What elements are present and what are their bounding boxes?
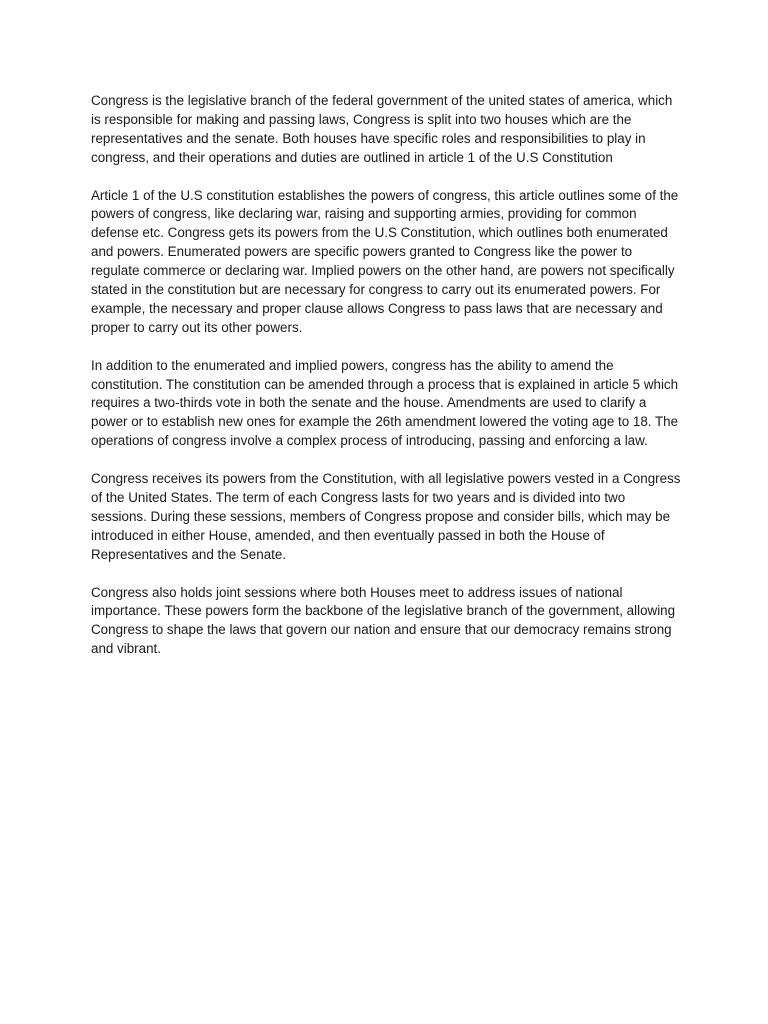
document-body [91,92,681,678]
paragraph-joint-sessions: Congress also holds joint sessions where both Houses meet to address issues of national importance. These powers form the backbone of the legislative branch of the government, allowing Congress to shape the laws that govern our nation and ensure that our democracy remains strong and vibrant. [91,584,676,657]
paragraph-amendments: In addition to the enumerated and implied powers, congress has the ability to amend the constitution. The constitution can be amended through a process that is explained in article 5 which requires a two-thirds vote in both the senate and the house. Amendments are used to clarify a power or to establish new ones for example the 26th amendment lowered the voting age to 18. The operations of congress involve a complex process of introducing, passing and enforcing a law. [91,357,679,449]
paragraph-intro: Congress is the legislative branch of the federal government of the united states of america, which is responsible for making and passing laws, Congress is split into two houses which are the representatives and the senate. Both houses have specific roles and responsibilities to play in congress, and their operations and duties are outlined in article 1 of the U.S Constitution [91,93,673,165]
paragraph-article-1: Article 1 of the U.S constitution establishes the powers of congress, this article outlines some of the powers of congress, like declaring war, raising and supporting armies, providing for common defense etc. Congress gets its powers from the U.S Constitution, which outlines both enumerated and powers. Enumerated powers are specific powers granted to Congress like the power to regulate commerce or declaring war. Implied powers on the other hand, are powers not specifically stated in the constitution but are necessary for congress to carry out its enumerated powers. For example, the necessary and proper clause allows Congress to pass laws that are necessary and proper to carry out its other powers. [91,187,679,335]
paragraph-sessions: Congress receives its powers from the Constitution, with all legislative powers vested in a Congress of the United States. The term of each Congress lasts for two years and is divided into two sessions. During these sessions, members of Congress propose and consider bills, which may be introduced in either House, amended, and then eventually passed in both the House of Representatives and the Senate. [91,471,681,562]
